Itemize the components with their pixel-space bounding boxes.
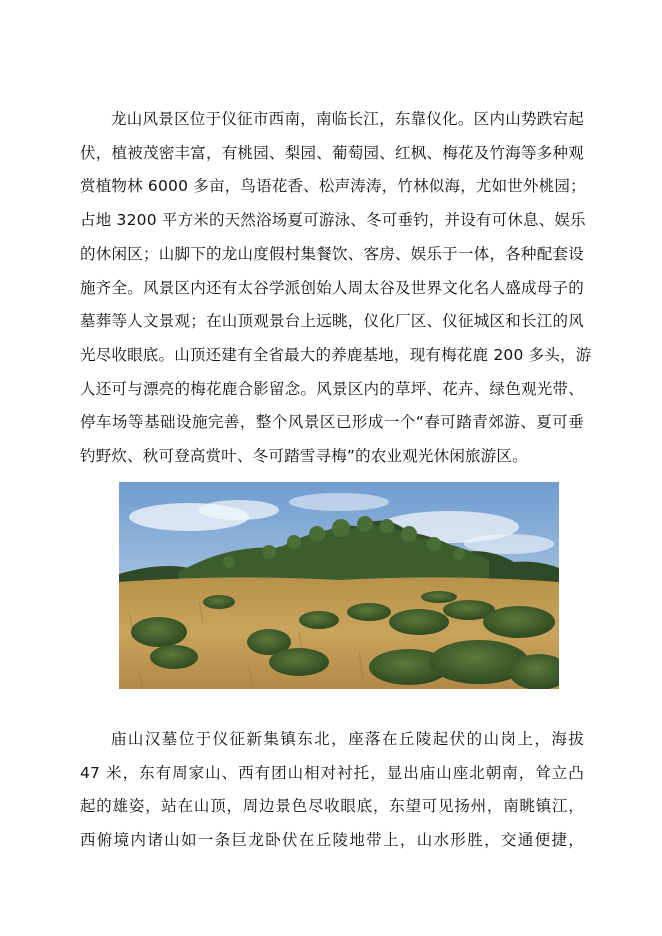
text-line: 起的雄姿，站在山顶，周边景色尽收眼底，东望可见扬州，南眺镇江， [80,797,584,816]
text-line: 庙山汉墓位于仪征新集镇东北，座落在丘陵起伏的山岗上，海拔 [111,730,584,748]
text-line: 西俯境内诸山如一条巨龙卧伏在丘陵地带上，山水形胜，交通便捷， [80,831,584,850]
text-line: 人还可与漂亮的梅花鹿合影留念。风景区内的草坪、花卉、绿色观光带、 [80,379,584,398]
text-line: 占地 3200 平方米的天然浴场夏可游泳、冬可垂钓，并设有可休息、娱乐 [80,211,586,230]
text-line: 赏植物林 6000 多亩，鸟语花香、松声涛涛，竹林似海，尤如世外桃园； [80,177,586,196]
text-line: 钓野炊、秋可登高赏叶、冬可踏雪寻梅”的农业观光休闲旅游区。 [80,447,528,466]
paragraph-longshan [80,103,592,474]
text-line: 龙山风景区位于仪征市西南，南临长江，东靠仪化。区内山势跌宕起 [111,110,584,128]
landscape-photo [119,482,559,689]
paragraph-miaoshan [80,723,584,858]
text-line: 的休闲区；山脚下的龙山度假村集餐饮、客房、娱乐于一体，各种配套设 [80,244,584,263]
text-line: 施齐全。风景区内还有太谷学派创始人周太谷及世界文化名人盛成母子的 [80,278,584,297]
text-line: 墓葬等人文景观；在山顶观景台上远眺，仪化厂区、仪征城区和长江的风 [80,312,584,331]
text-line: 47 米，东有周家山、西有团山相对衬托，显出庙山座北朝南，耸立凸 [80,763,584,782]
text-line: 光尽收眼底。山顶还建有全省最大的养鹿基地，现有梅花鹿 200 多头，游 [80,345,592,364]
text-line: 伏，植被茂密丰富，有桃园、梨园、葡萄园、红枫、梅花及竹海等多种观 [80,143,584,162]
text-line: 停车场等基础设施完善，整个风景区已形成一个“春可踏青郊游、夏可垂 [80,413,584,432]
